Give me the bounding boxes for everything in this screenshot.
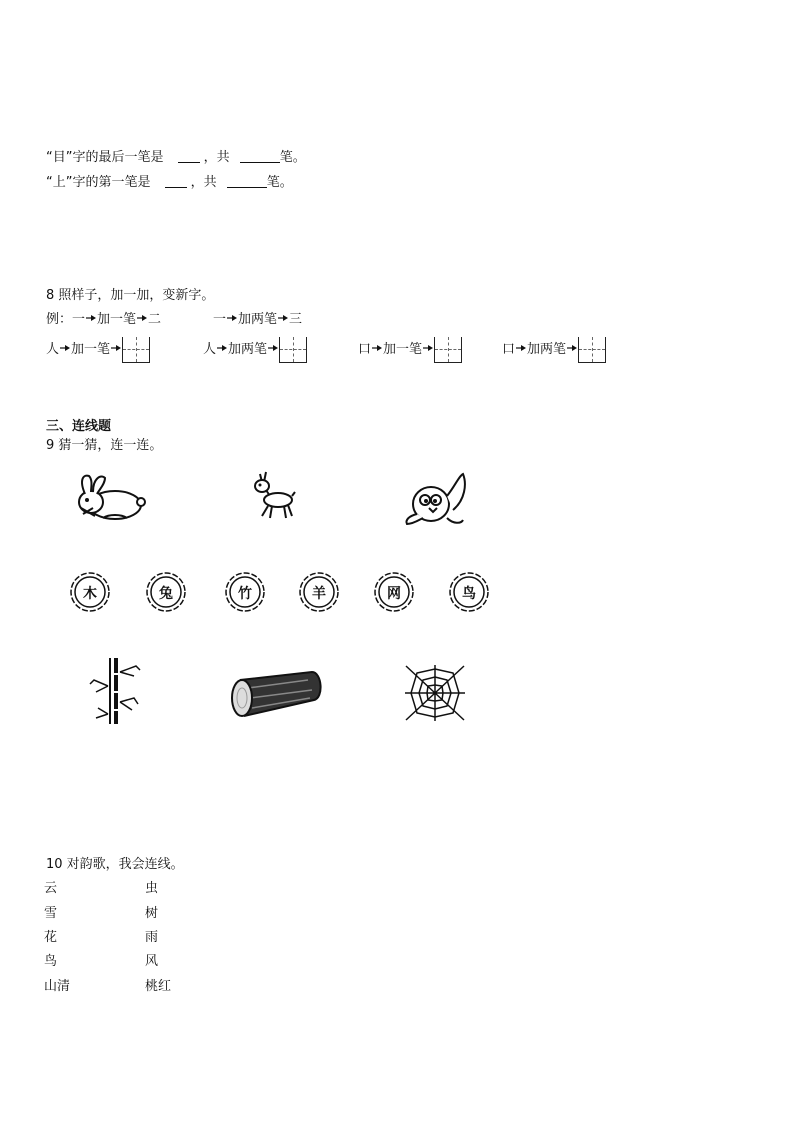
shang-stroke-count-blank[interactable] [227, 175, 267, 188]
arrow-icon [278, 314, 288, 322]
q8-item-1: 人 加一笔 [46, 337, 150, 363]
mu-question-line: “目”字的最后一笔是 ，共 笔。 [46, 150, 306, 165]
section-heading: 三、连线题 [46, 419, 112, 434]
q8-example-row: 例：一 加一笔 二 [46, 312, 162, 327]
shang-question-line: “上”字的第一笔是 ，共 笔。 [46, 175, 293, 190]
arrow-icon [516, 344, 526, 352]
q8-item-3: 口 加一笔 [358, 337, 462, 363]
shang-question-text: “上”字的第一笔是 [46, 175, 151, 190]
q10-left-item[interactable]: 山清 [44, 979, 71, 994]
arrow-icon [86, 314, 96, 322]
log-picture[interactable] [228, 670, 324, 718]
mu-stroke-count-blank[interactable] [240, 150, 280, 163]
char-flower-yang[interactable]: 羊 [298, 571, 340, 613]
mu-last-stroke-blank[interactable] [178, 150, 200, 163]
answer-box[interactable] [122, 337, 150, 363]
arrow-icon [268, 344, 278, 352]
char-flower-zhu[interactable]: 竹 [224, 571, 266, 613]
arrow-icon [372, 344, 382, 352]
q10-right-item[interactable]: 桃红 [145, 979, 172, 994]
arrow-icon [423, 344, 433, 352]
arrow-icon [60, 344, 70, 352]
q10-right-item[interactable]: 风 [145, 954, 159, 969]
q10-left-item[interactable]: 鸟 [44, 954, 58, 969]
q10-right-item[interactable]: 雨 [145, 930, 159, 945]
mu-question-text: “目”字的最后一笔是 [46, 150, 164, 165]
shang-first-stroke-blank[interactable] [165, 175, 187, 188]
q10-right-item[interactable]: 树 [145, 906, 159, 921]
bamboo-picture[interactable] [88, 656, 144, 726]
arrow-icon [567, 344, 577, 352]
arrow-icon [217, 344, 227, 352]
q8-item-4: 口 加两笔 [502, 337, 606, 363]
q10-left-item[interactable]: 雪 [44, 906, 58, 921]
q8-example2: 一 加两笔 三 [213, 312, 303, 327]
char-flower-wang[interactable]: 网 [373, 571, 415, 613]
arrow-icon [111, 344, 121, 352]
arrow-icon [137, 314, 147, 322]
q10-right-item[interactable]: 虫 [145, 881, 159, 896]
arrow-icon [227, 314, 237, 322]
q10-left-item[interactable]: 云 [44, 881, 58, 896]
rabbit-picture[interactable] [75, 472, 147, 522]
q9-title: 9 猜一猜，连一连。 [46, 438, 163, 453]
answer-box[interactable] [434, 337, 462, 363]
char-flower-niao[interactable]: 鸟 [448, 571, 490, 613]
char-flower-mu[interactable]: 木 [69, 571, 111, 613]
q8-item-2: 人 加两笔 [203, 337, 307, 363]
answer-box[interactable] [279, 337, 307, 363]
spiderweb-picture[interactable] [404, 664, 466, 722]
bird-picture[interactable] [403, 470, 469, 528]
q10-title: 10 对韵歌，我会连线。 [46, 857, 184, 872]
answer-box[interactable] [578, 337, 606, 363]
q10-left-item[interactable]: 花 [44, 930, 58, 945]
char-flower-tu[interactable]: 兔 [145, 571, 187, 613]
deer-picture[interactable] [250, 470, 296, 522]
q8-title: 8 照样子，加一加，变新字。 [46, 288, 215, 303]
